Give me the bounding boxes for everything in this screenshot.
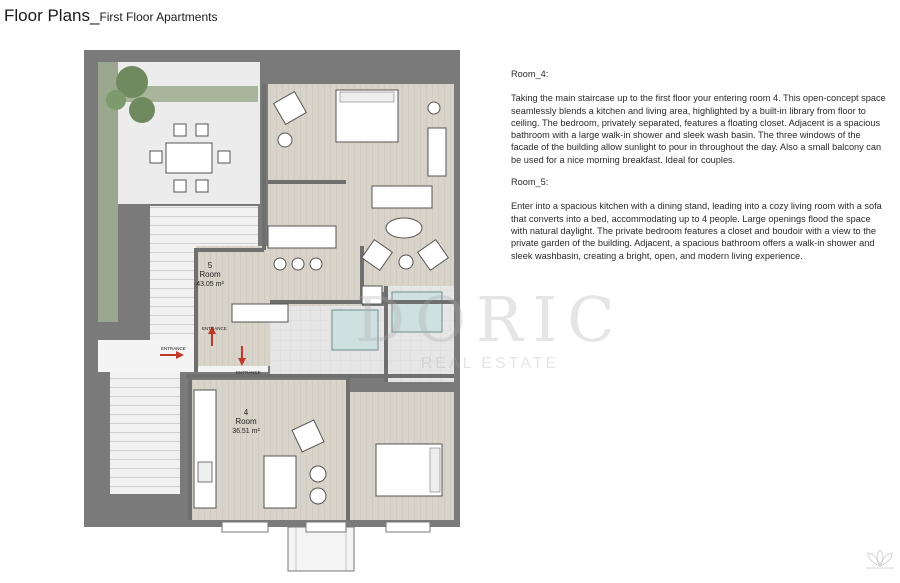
description-panel bbox=[511, 68, 886, 272]
staircase-lower bbox=[110, 372, 180, 494]
coffee-table bbox=[386, 218, 422, 238]
logo-icon bbox=[866, 550, 894, 568]
terrace-table bbox=[166, 143, 212, 173]
lamp bbox=[428, 102, 440, 114]
room5-name: Room bbox=[199, 270, 221, 279]
side-table bbox=[278, 133, 292, 147]
room4-area: 36.51 m² bbox=[232, 428, 260, 435]
title-subtitle: First Floor Apartments bbox=[99, 10, 218, 24]
windows bbox=[222, 522, 430, 532]
entrance-label: ENTRANCE bbox=[236, 370, 261, 375]
fridge bbox=[362, 286, 382, 304]
watermark-brand: DORIC bbox=[355, 283, 625, 356]
room5-area: 43.05 m² bbox=[196, 281, 224, 288]
bookshelf bbox=[372, 186, 432, 208]
pillow bbox=[430, 448, 440, 492]
entrance-label: ENTRANCE bbox=[161, 346, 186, 351]
room4-number: 4 bbox=[243, 408, 249, 417]
watermark-tagline: REAL ESTATE bbox=[420, 355, 560, 372]
kitchen-counter bbox=[232, 304, 288, 322]
shower bbox=[392, 292, 442, 332]
side-table bbox=[399, 255, 413, 269]
sofa bbox=[264, 456, 296, 508]
bar-stools bbox=[274, 258, 322, 270]
balcony bbox=[288, 527, 354, 571]
title-main: Floor Plans_ bbox=[4, 6, 100, 25]
room5-heading: Room_5: bbox=[511, 177, 549, 188]
kitchen-island bbox=[268, 226, 336, 248]
room4-name: Room bbox=[235, 417, 257, 426]
tree-icon bbox=[106, 90, 126, 110]
room5-number: 5 bbox=[207, 261, 213, 270]
room4-description: Taking the main staircase up to the first floor your entering room 4. This open-concept space seamlessly blends a kitchen and living area, highlighted by a built-in library from floor to ceiling. The bedroom, privately separated, features a floating closet. Adjacent is a spacious bathroom with a large walk-in shower and sleek wash basin. The three windows of the facade of the building allow sunlight to pour in throughout the day. Also a small balcony can be used for a nice morning breakfast. Ideal for couples. bbox=[511, 93, 886, 165]
sink bbox=[198, 462, 212, 482]
room4-heading: Room_4: bbox=[511, 69, 549, 79]
entrance-label: ENTRANCE bbox=[202, 326, 227, 331]
kitchen-counter bbox=[194, 390, 216, 508]
tree-icon bbox=[129, 97, 155, 123]
pillow bbox=[340, 92, 394, 102]
room5-description: Enter into a spacious kitchen with a dining stand, leading into a cozy living room with a sofa that converts into a bed, accommodating up to 4 people. Large openings flood the space with natural daylight. The private bedroom features a closet and boudoir with a view to the private garden of the building. Adjacent, a spacious bathroom offers a walk-in shower and sleek washbasin, creating a bright, open, and modern living experience. bbox=[511, 201, 882, 261]
shower bbox=[332, 310, 378, 350]
closet bbox=[428, 128, 446, 176]
